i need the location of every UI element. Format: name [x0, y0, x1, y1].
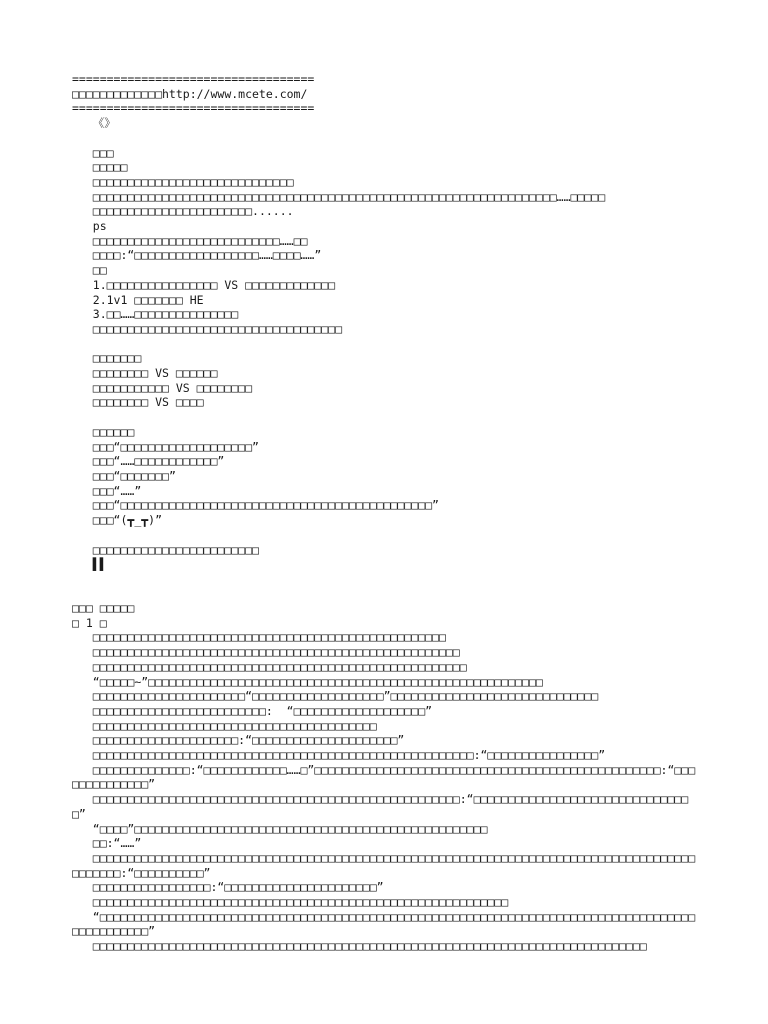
chapter-one-text: □□□ □□□□□ □ 1 □ □□□□□□□□□□□□□□□□□□□□□□□□□□□□□□□□□□□□□□□□□□□□□□□□□□□ □□□□□□□□□□□□□□□□□□□□□□□□□□□□□□□□□□□□□□□□□□□□□□□□□□□□□ □□□□□□□□□□□□□□□□□□□□□□□□□□□□□□□□□□□□□□□□□□□□□□□□□□□□□□ “□□□□□~”□□□□□□□□□□□□□□□□□□□□□□□□□□□□□□□□□□□□□□□□□□□□□□□□□□□□□□□□□ □□□□□□□□□□□□□□□□□□□□□□“□□□□□□□□□□□□□□□□□□□”□□□□□□□□□□□□□□□□□□□□□□□□□□□□□□ □□□□□□□□□□□□□□□□□□□□□□□□□: “□□□□□□□□□□□□□□□□□□□” □□□□□□□□□□□□□□□□□□□□□□□□□□□□□□□□□□□□□□□□□ □□□□□□□□□□□□□□□□□□□□□:“□□□□□□□□□□□□□□□□□□□□□” □□□□□□□□□□□□□□□□□□□□□□□□□□□□□□□□□□□□□□□□□□□□□□□□□□□□□□□:“□□□□□□□□□□□□□□□□” □□□□□□□□□□□□□□:“□□□□□□□□□□□□……□”□□□□□□□□□□□□□□□□□□□□□□□□□□□□□□□□□□□□□□□□□□□□□□□□□□:“□□□□□□□□□□□□□□” □□□□□□□□□□□□□□□□□□□□□□□□□□□□□□□□□□□□□□□□□□□□□□□□□□□□□:“□□□□□□□□□□□□□□□□□□□□□□□□□□□□□□□□” “□□□□”□□□□□□□□□□□□□□□□□□□□□□□□□□□□□□□□□□□□□□□□□□□□□□□□□□□ □□:“……” □□□□□□□□□□□□□□□□□□□□□□□□□□□□□□□□□□□□□□□□□□□□□□□□□□□□□□□□□□□□□□□□□□□□□□□□□□□□□□□□□□□□□□□□□□□□□□:“□□□□□□□□□□” □□□□□□□□□□□□□□□□□:“□□□□□□□□□□□□□□□□□□□□□□” □□□□□□□□□□□□□□□□□□□□□□□□□□□□□□□□□□□□□□□□□□□□□□□□□□□□□□□□□□□□ “□□□□□□□□□□□□□□□□□□□□□□□□□□□□□□□□□□□□□□□□□□□□□□□□□□□□□□□□□□□□□□□□□□□□□□□□□□□□□□□□□□□□□□□□□□□□□□□□□” □□□□□□□□□□□□□□□□□□□□□□□□□□□□□□□□□□□□□□□□□□□□□□□□□□□□□□□□□□□□□□□□□□□□□□□□□□□□□□□□	[72, 601, 696, 954]
header-and-intro-text: =================================== □□□□□□□□□□□□□http://www.mcete.com/ =================================== 《》 □□□ □□□□□ □□□□□□□□□□□□□□□□□□□□□□□□□□□□□ □□□□□□□□□□□□□□□□□□□□□□□□□□□□□□□□□□□□□□□□□□□□□□□□□□□□□□□□□□□□□□□□□□□……□□□□□ □□□□□□□□□□□□□□□□□□□□□□□...... ps □□□□□□□□□□□□□□□□□□□□□□□□□□□……□□ □□□□:“□□□□□□□□□□□□□□□□□□……□□□□……” □□ 1.□□□□□□□□□□□□□□□□ VS □□□□□□□□□□□□□ 2.1v1 □□□□□□□ HE 3.□□……□□□□□□□□□□□□□□□ □□□□□□□□□□□□□□□□□□□□□□□□□□□□□□□□□□□□ □□□□□□□ □□□□□□□□ VS □□□□□□ □□□□□□□□□□□ VS □□□□□□□□ □□□□□□□□ VS □□□□ □□□□□□ □□□“□□□□□□□□□□□□□□□□□□□” □□□“……□□□□□□□□□□□□” □□□“□□□□□□□” □□□“……” □□□“□□□□□□□□□□□□□□□□□□□□□□□□□□□□□□□□□□□□□□□□□□□□□” □□□“(┳_┳)” □□□□□□□□□□□□□□□□□□□□□□□□ ▌▌	[72, 72, 606, 572]
